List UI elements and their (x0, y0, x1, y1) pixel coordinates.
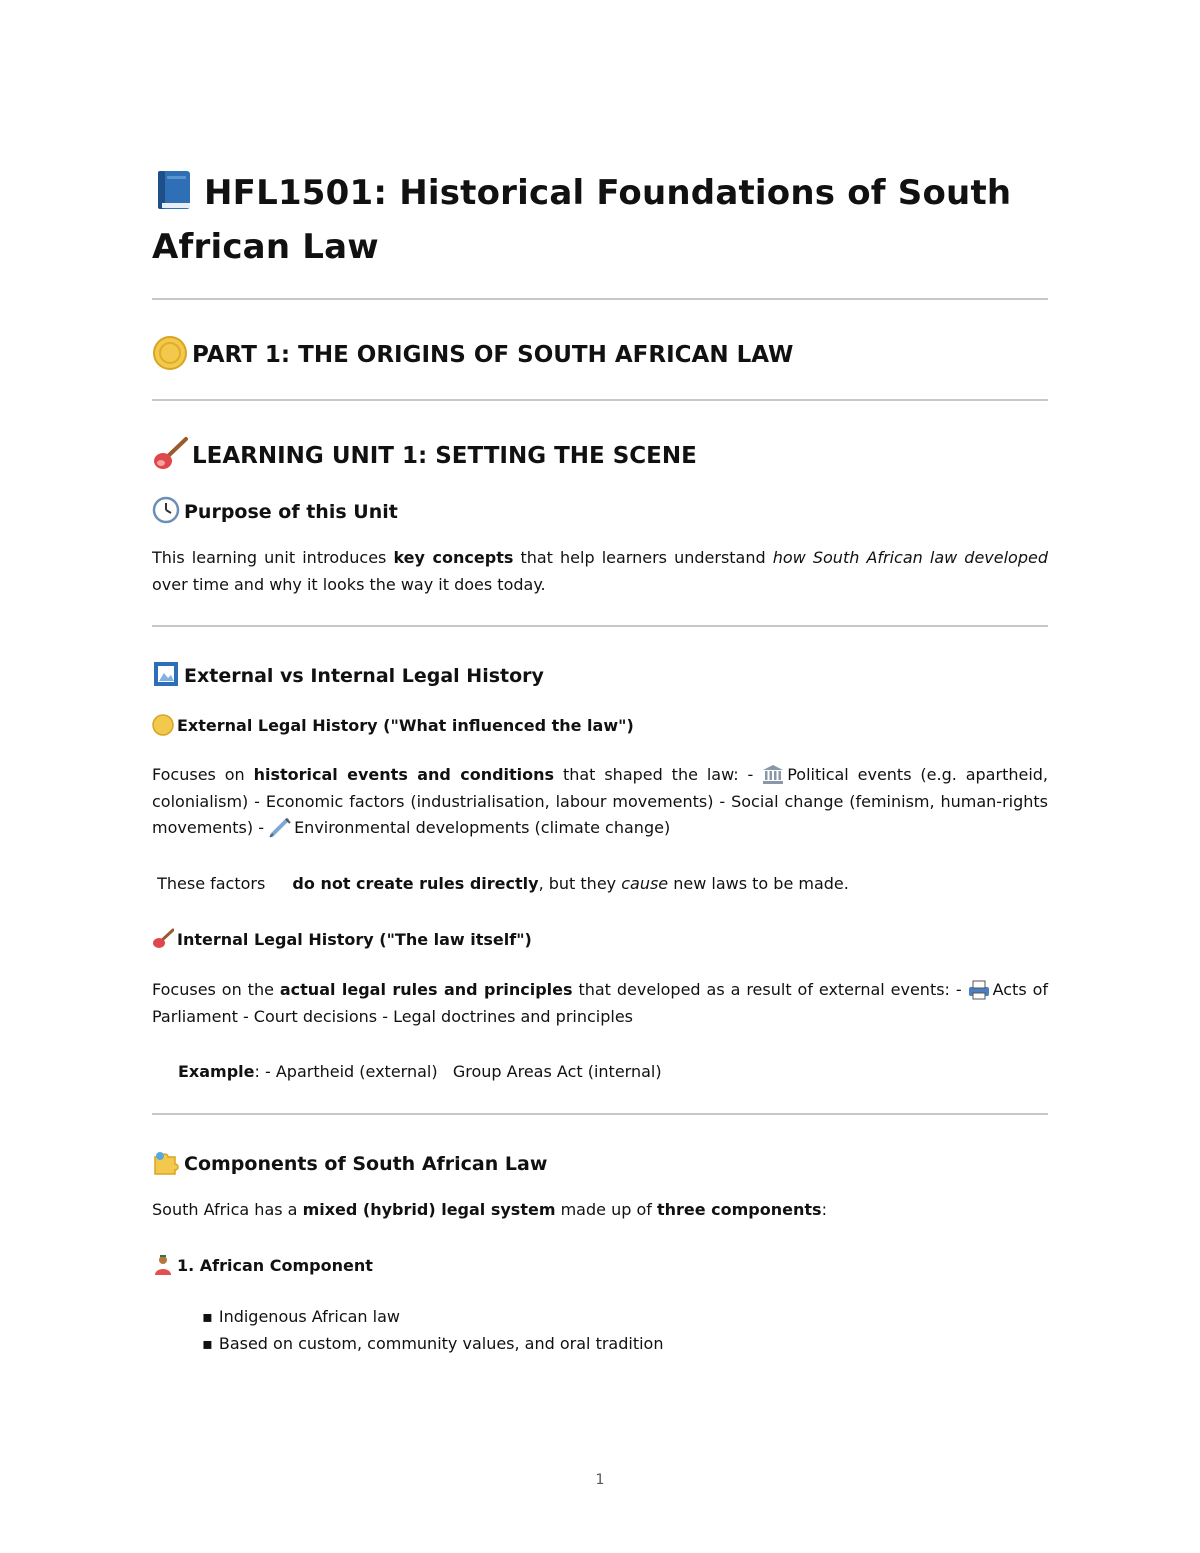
ext-int-heading: External vs Internal Legal History (152, 660, 544, 689)
african-list (202, 1303, 663, 1357)
internal-example: Example: - Apartheid (external) Group Areas Act (internal) (178, 1062, 662, 1081)
components-paragraph: South Africa has a mixed (hybrid) legal system made up of three components: (152, 1200, 827, 1219)
title-line-1: HFL1501: Historical Foundations of South (204, 173, 1012, 213)
divider (152, 625, 1048, 627)
torch-icon (152, 928, 174, 950)
list-item: ▪ Based on custom, community values, and oral tradition (202, 1330, 663, 1357)
blue-book-icon (152, 168, 196, 212)
purpose-paragraph: This learning unit introduces key concepts that help learners understand how South African law developed over time and why it looks the way it does today. (152, 548, 1048, 594)
divider (152, 298, 1048, 300)
purpose-heading: Purpose of this Unit (152, 496, 398, 525)
clock-icon (152, 496, 180, 524)
frame-icon (152, 660, 180, 688)
divider (152, 399, 1048, 401)
printer-icon (968, 978, 990, 1000)
page-number: 1 (595, 1472, 605, 1488)
classical-building-icon (762, 763, 784, 785)
african-heading: 1. African Component (152, 1254, 373, 1278)
divider (152, 1113, 1048, 1115)
part1-heading: PART 1: THE ORIGINS OF SOUTH AFRICAN LAW (152, 335, 793, 371)
title-line-2: African Law (152, 227, 379, 267)
coin-icon (152, 335, 188, 371)
puzzle-icon (152, 1148, 180, 1176)
external-note: These factors do not create rules directly, but they cause new laws to be made. (157, 874, 849, 893)
internal-paragraph: Focuses on the actual legal rules and principles that developed as a result of external events: - Acts of Parliament - Court decisions - Legal doctrines and principles (152, 980, 1049, 1026)
internal-heading: Internal Legal History ("The law itself") (152, 928, 532, 952)
components-heading: Components of South African Law (152, 1148, 547, 1177)
list-item: ▪ Indigenous African law (202, 1303, 663, 1330)
external-paragraph: Focuses on historical events and conditions that shaped the law: - Political events (e.g. apartheid, colonialism) - Economic factors (industrialisation, labour movements) - Social change (feminism, human-rights movements) - Environmental developments (climate change) (152, 765, 1049, 837)
external-heading: External Legal History ("What influenced the law") (152, 714, 634, 738)
document-title (152, 166, 1048, 274)
syringe-icon (269, 816, 291, 838)
unit1-heading: LEARNING UNIT 1: SETTING THE SCENE (152, 436, 697, 472)
torch-icon (152, 436, 188, 472)
coin-icon (152, 714, 174, 736)
person-icon (152, 1254, 174, 1276)
